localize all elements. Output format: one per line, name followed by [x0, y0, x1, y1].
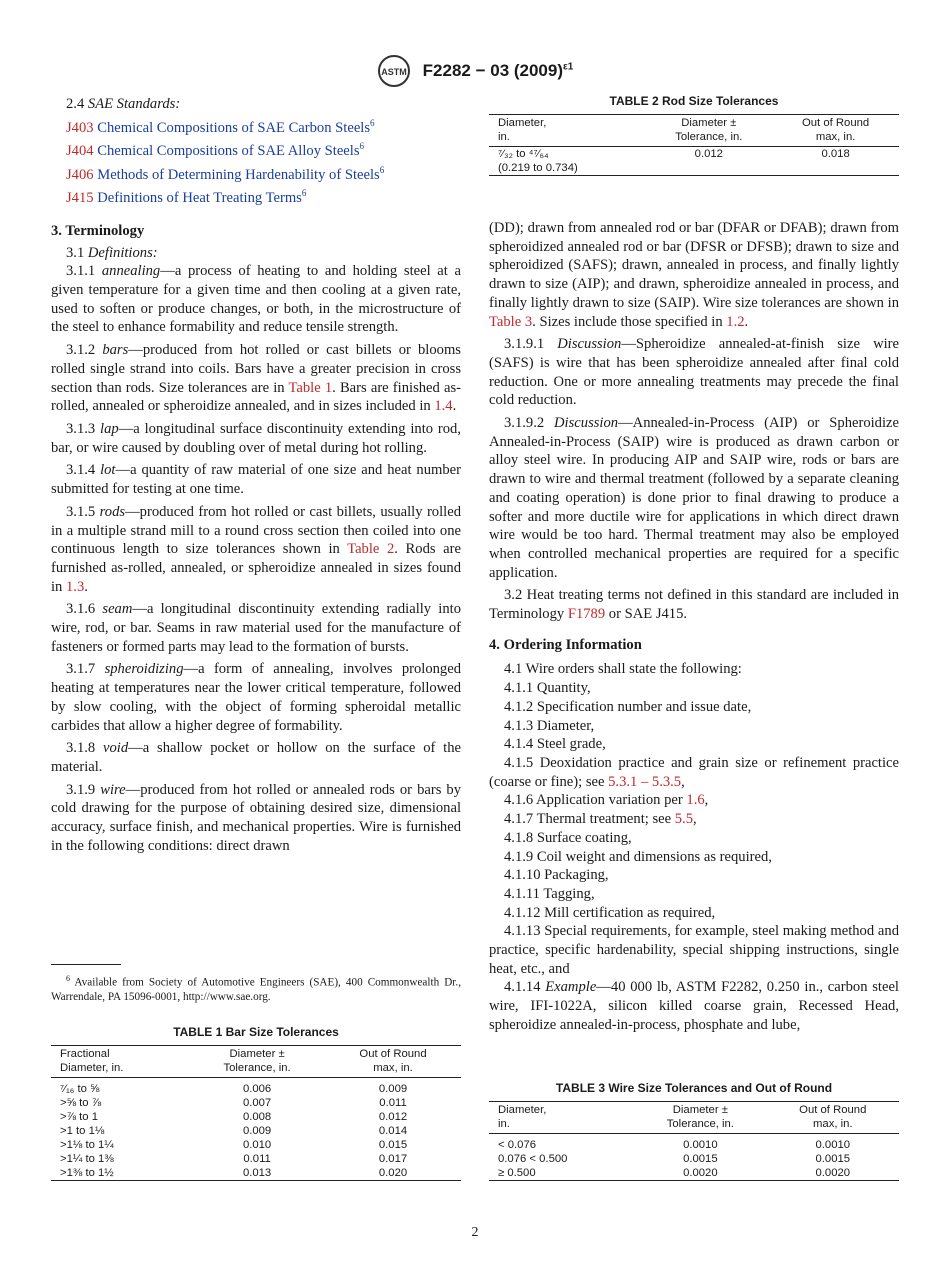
- table-row: ⁷⁄₃₂ to ⁴⁷⁄₆₄ 0.012 0.018: [498, 148, 850, 160]
- table-row: ⁷⁄₁₆ to ⅝ 0.006 0.009: [60, 1082, 408, 1095]
- right-column: [489, 219, 899, 1035]
- svg-text:ASTM: ASTM: [380, 67, 407, 77]
- section-link[interactable]: 1.2: [726, 313, 745, 330]
- sae-item: J404 Chemical Compositions of SAE Alloy Steels$^6$: [66, 141, 365, 160]
- table2: [489, 94, 899, 176]
- wire-continued: (DD); drawn from annealed rod or bar (DFAR or DFAB); drawn from spheroidized annealed rod or bar (DFSR or DFSB); drawn to size and spheroidized (SAFS); drawn, annealed in process, and finally lightly drawn to size (AIP); and drawn, spheroidize annealed in process, and finally lightly drawn to size (SAIP). Wire size tolerances are shown in Table 3. Sizes include those specified in 1.2.: [489, 220, 899, 330]
- ordering-heading: 4. Ordering Information: [489, 636, 642, 653]
- ordering-item: 4.1.2 Specification number and issue date,: [504, 698, 752, 715]
- table-row: >1⅛ to 1¼ 0.010 0.015: [60, 1138, 408, 1151]
- heat-treating-terms: 3.2 Heat treating terms not defined in this standard are included in Terminology F1789 or SAE J415.: [489, 587, 899, 623]
- table2-header: Out of Round max, in.: [801, 117, 870, 143]
- table3-header: Diameter, in.: [498, 1104, 547, 1130]
- table-row: >⅞ to 1 0.008 0.012: [60, 1110, 408, 1123]
- ordering-intro: 4.1 Wire orders shall state the following:: [504, 661, 742, 678]
- ordering-item: 4.1.9 Coil weight and dimensions as required,: [504, 848, 772, 865]
- table-row: >1⅜ to 1½ 0.013 0.020: [60, 1166, 408, 1179]
- sae-item: J403 Chemical Compositions of SAE Carbon Steels$^6$: [66, 117, 375, 136]
- document-id: F2282 − 03 $(2009)^{\varepsilon 1}$: [422, 61, 574, 80]
- section-link[interactable]: 1.3: [66, 578, 85, 595]
- ordering-item: 4.1.1 Quantity,: [504, 680, 591, 697]
- table1-header: Diameter ± Tolerance, in.: [223, 1048, 291, 1074]
- def-seam: 3.1.6 seam—a longitudinal discontinuity extending radially into wire, rod, or bar. Seams in raw material used for the manufacture of fasteners or formed parts may lead to the formation of bursts.: [51, 601, 461, 655]
- ordering-item: 4.1.8 Surface coating,: [504, 829, 632, 846]
- table-row: (0.219 to 0.734): [498, 162, 578, 174]
- ordering-item: 4.1.7 Thermal treatment; see 5.5,: [504, 811, 697, 828]
- section-link[interactable]: 1.6: [686, 792, 705, 809]
- table3-link[interactable]: Table 3: [489, 313, 533, 330]
- table2-link[interactable]: Table 2: [347, 541, 395, 558]
- def-spheroidizing: 3.1.7 spheroidizing—a form of annealing, involves prolonged heating at temperatures near the lower critical temperature, followed by slow cooling, with the object of forming spheroidal metallic carbides that allow a higher degree of formability.: [51, 661, 462, 734]
- f1789-link[interactable]: F1789: [567, 606, 606, 623]
- sae-standards-section: [51, 95, 461, 208]
- footnote-rule: [51, 964, 121, 965]
- table1: [51, 1025, 461, 1181]
- footnote: $^6$ Available from Society of Automotive Engineers (SAE), 400 Commonwealth Dr., Warrendale, PA 15096-0001, http://www.sae.org.: [51, 974, 461, 1004]
- definitions-heading: 3.1 Definitions:: [66, 244, 158, 261]
- table1-caption: TABLE 1 Bar Size Tolerances: [173, 1025, 339, 1039]
- ordering-example: 4.1.14 Example—40 000 lb, ASTM F2282, 0.250 in., carbon steel wire, IFI-1022A, silicon killed coarse grain, Recessed Head, spheroidize annealed-in-process, phosphate and lube,: [489, 979, 899, 1033]
- ordering-item: 4.1.10 Packaging,: [504, 867, 609, 884]
- section-link[interactable]: 5.5: [674, 811, 693, 828]
- def-lot: 3.1.4 lot—a quantity of raw material of one size and heat number submitted for testing at one time.: [51, 462, 461, 498]
- discussion-1: 3.1.9.1 Discussion—Spheroidize annealed-at-finish size wire (SAFS) is wire that has been spheroidize annealed after final cold reduction. One or more annealing treatments may precede the final cold reduction.: [489, 336, 899, 409]
- table-row: >1¼ to 1⅜ 0.011 0.017: [60, 1152, 408, 1165]
- table3-header: Diameter ± Tolerance, in.: [666, 1104, 734, 1130]
- table-row: 0.076 < 0.500 0.0015 0.0015: [498, 1152, 851, 1165]
- table2-caption: TABLE 2 Rod Size Tolerances: [609, 94, 779, 108]
- ordering-item: 4.1.3 Diameter,: [504, 717, 595, 734]
- table-row: ≥ 0.500 0.0020 0.0020: [498, 1166, 851, 1179]
- table3-caption: TABLE 3 Wire Size Tolerances and Out of Round: [555, 1081, 833, 1095]
- left-column: [51, 95, 461, 859]
- table3-header: Out of Round max, in.: [799, 1104, 867, 1130]
- ordering-item: 4.1.5 Deoxidation practice and grain size or refinement practice (coarse or fine); see 5.3.1 – 5.3.5,: [489, 754, 899, 790]
- table2-header: Diameter ± Tolerance, in.: [675, 117, 743, 143]
- discussion-2: 3.1.9.2 Discussion—Annealed-in-Process (AIP) or Spheroidize Annealed-in-Process (SAIP) wire is produced as drawn carbon or alloy steel wire. In producing AIP and SAIP wire, rods or bars are drawn to wire and thermal treatment (followed by a separate cleaning and coating operation) is done prior to final drawing to produce a softer and more ductile wire for applications in which direct drawn wire would be too hard. Thermal treatment may also be employed when controlled mechanical properties are required for a specific application.: [489, 415, 899, 581]
- section-link[interactable]: 1.4: [434, 398, 453, 415]
- def-bars: 3.1.2 bars—produced from hot rolled or cast billets or blooms rolled single strand into coils. Bars have a greater precision in cross section than rods. Size tolerances are in Table 1. Bars are finished as-rolled, annealed or spheroidize annealed, and in sizes included in 1.4.: [51, 342, 461, 415]
- sae-heading: 2.4 SAE Standards:: [66, 96, 181, 112]
- def-annealing: 3.1.1 annealing—a process of heating to and holding steel at a given temperature for a given time and then cooling at a given rate, used to soften or produce changes, or both, in the microstructure of the steel to enhance formability and reduce tensile strength.: [51, 263, 461, 336]
- page-header: [0, 54, 950, 88]
- table-row: < 0.076 0.0010 0.0010: [498, 1138, 851, 1151]
- table1-header: Out of Round max, in.: [359, 1048, 427, 1074]
- def-wire: 3.1.9 wire—produced from hot rolled or annealed rods or bars by cold drawing for the purpose of obtaining desired size, dimensional accuracy, surface finish, and mechanical properties. Wire is furnished in the following conditions: direct drawn: [51, 781, 461, 854]
- table-row: >1 to 1⅛ 0.009 0.014: [60, 1124, 408, 1137]
- ordering-item: 4.1.13 Special requirements, for example, steel making method and practice, specific hardenability, special shipping instructions, single heat, etc., and: [489, 923, 899, 977]
- def-rods: 3.1.5 rods—produced from hot rolled or cast billets, usually rolled in a multiple strand mill to a round cross section then coiled into one continuous length to size tolerances shown in Table 2. Rods are furnished as-rolled, annealed, or spheroidize annealed in sizes found in 1.3.: [51, 503, 461, 595]
- terminology-heading: 3. Terminology: [51, 222, 145, 239]
- ordering-item: 4.1.6 Application variation per 1.6,: [504, 792, 709, 809]
- sae-item: J406 Methods of Determining Hardenability of Steels$^6$: [66, 164, 385, 183]
- table3: [489, 1081, 899, 1181]
- def-lap: 3.1.3 lap—a longitudinal surface discontinuity extending into rod, bar, or wire caused by doubling over of metal during hot rolling.: [51, 420, 461, 456]
- section-link[interactable]: 5.3.1 – 5.3.5: [608, 773, 682, 790]
- ordering-item: 4.1.12 Mill certification as required,: [504, 904, 716, 921]
- ordering-item: 4.1.11 Tagging,: [504, 885, 595, 902]
- page-number: 2: [471, 1225, 479, 1240]
- ordering-item: 4.1.4 Steel grade,: [504, 736, 606, 753]
- table1-link[interactable]: Table 1: [288, 379, 333, 396]
- astm-logo-icon: [377, 54, 411, 88]
- table1-header: Fractional Diameter, in.: [60, 1048, 124, 1074]
- def-void: 3.1.8 void—a shallow pocket or hollow on the surface of the material.: [51, 740, 461, 775]
- table-row: >⅝ to ⅞ 0.007 0.011: [60, 1096, 407, 1109]
- sae-item: J415 Definitions of Heat Treating Terms$^6$: [66, 188, 307, 207]
- table2-header: Diameter, in.: [498, 117, 547, 143]
